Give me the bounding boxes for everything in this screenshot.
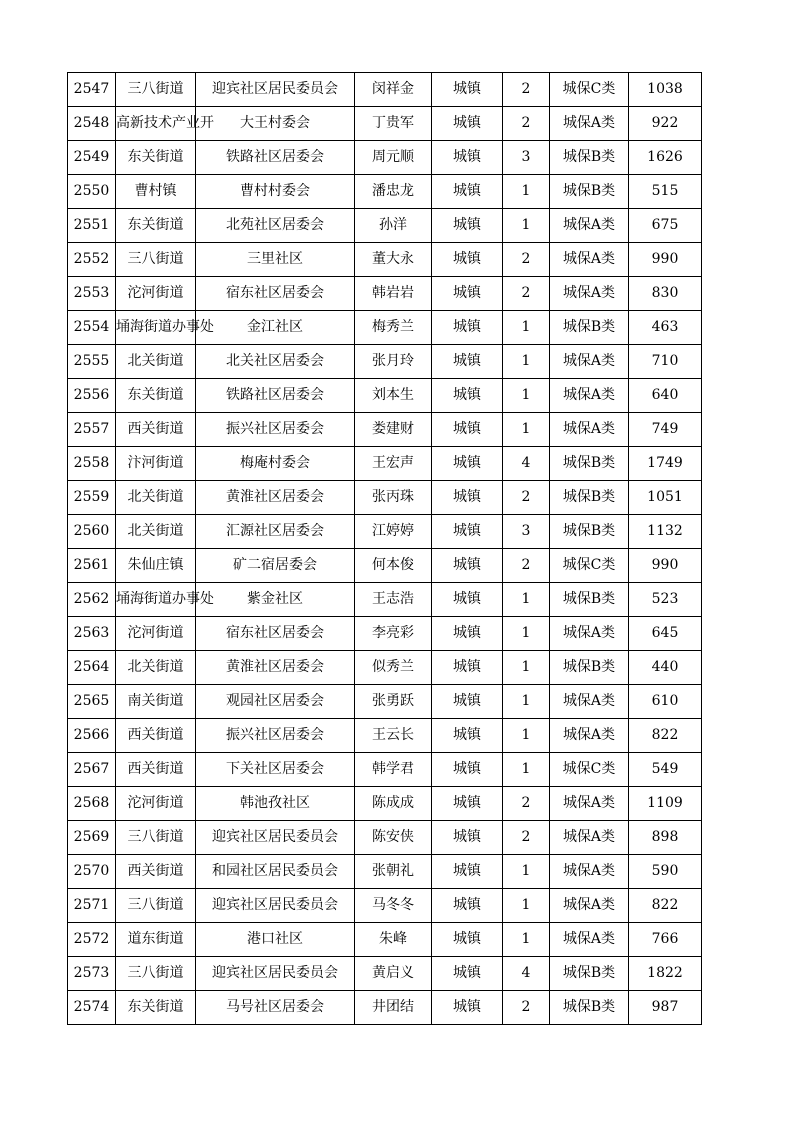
cell-community: 迎宾社区居民委员会 [196,73,355,107]
cell-category: 城保B类 [550,957,629,991]
cell-amount: 830 [629,277,702,311]
cell-category: 城保A类 [550,889,629,923]
cell-street: 西关街道 [116,753,196,787]
cell-street: 曹村镇 [116,175,196,209]
cell-community: 汇源社区居委会 [196,515,355,549]
cell-category: 城保A类 [550,719,629,753]
cell-street: 沱河街道 [116,787,196,821]
cell-amount: 1109 [629,787,702,821]
cell-community: 大王村委会 [196,107,355,141]
cell-person-count: 2 [503,107,550,141]
cell-person-count: 2 [503,787,550,821]
cell-category: 城保B类 [550,141,629,175]
cell-name: 韩学君 [355,753,432,787]
cell-person-count: 1 [503,889,550,923]
cell-person-count: 1 [503,855,550,889]
cell-category: 城保A类 [550,379,629,413]
cell-household-type: 城镇 [432,617,503,651]
cell-name: 梅秀兰 [355,311,432,345]
cell-person-count: 1 [503,175,550,209]
cell-name: 周元顺 [355,141,432,175]
table-row [68,243,702,277]
table-row [68,447,702,481]
table-row [68,787,702,821]
cell-number: 2558 [68,447,116,481]
cell-amount: 1051 [629,481,702,515]
cell-name: 孙洋 [355,209,432,243]
table-row [68,311,702,345]
table-row [68,753,702,787]
cell-amount: 645 [629,617,702,651]
cell-person-count: 1 [503,311,550,345]
cell-name: 闵祥金 [355,73,432,107]
cell-amount: 766 [629,923,702,957]
cell-person-count: 2 [503,991,550,1025]
cell-household-type: 城镇 [432,175,503,209]
table-row [68,481,702,515]
cell-amount: 640 [629,379,702,413]
cell-number: 2548 [68,107,116,141]
cell-community: 观园社区居委会 [196,685,355,719]
cell-amount: 675 [629,209,702,243]
cell-amount: 1822 [629,957,702,991]
cell-number: 2554 [68,311,116,345]
cell-person-count: 1 [503,345,550,379]
cell-household-type: 城镇 [432,243,503,277]
cell-street: 沱河街道 [116,617,196,651]
cell-community: 下关社区居委会 [196,753,355,787]
cell-number: 2551 [68,209,116,243]
table-row [68,923,702,957]
cell-number: 2562 [68,583,116,617]
table-row [68,651,702,685]
table-row [68,855,702,889]
cell-household-type: 城镇 [432,107,503,141]
cell-community: 金江社区 [196,311,355,345]
cell-name: 李亮彩 [355,617,432,651]
cell-number: 2547 [68,73,116,107]
cell-person-count: 1 [503,583,550,617]
cell-category: 城保A类 [550,277,629,311]
table-row [68,379,702,413]
cell-household-type: 城镇 [432,889,503,923]
cell-category: 城保B类 [550,651,629,685]
cell-category: 城保A类 [550,209,629,243]
cell-amount: 440 [629,651,702,685]
cell-amount: 922 [629,107,702,141]
cell-category: 城保C类 [550,753,629,787]
cell-amount: 1749 [629,447,702,481]
cell-amount: 590 [629,855,702,889]
cell-community: 迎宾社区居民委员会 [196,957,355,991]
cell-number: 2555 [68,345,116,379]
cell-category: 城保B类 [550,175,629,209]
cell-household-type: 城镇 [432,991,503,1025]
cell-category: 城保B类 [550,481,629,515]
cell-number: 2568 [68,787,116,821]
cell-street: 三八街道 [116,243,196,277]
cell-street: 西关街道 [116,855,196,889]
cell-person-count: 3 [503,141,550,175]
cell-number: 2552 [68,243,116,277]
cell-community: 铁路社区居委会 [196,379,355,413]
cell-community: 港口社区 [196,923,355,957]
cell-name: 刘本生 [355,379,432,413]
cell-street: 北关街道 [116,345,196,379]
cell-community: 黄淮社区居委会 [196,481,355,515]
cell-category: 城保A类 [550,923,629,957]
cell-person-count: 1 [503,685,550,719]
cell-community: 紫金社区 [196,583,355,617]
cell-amount: 822 [629,719,702,753]
cell-street: 埇海街道办事处 [116,583,196,617]
cell-community: 宿东社区居委会 [196,277,355,311]
cell-name: 张朝礼 [355,855,432,889]
table-row [68,991,702,1025]
cell-community: 梅庵村委会 [196,447,355,481]
cell-person-count: 1 [503,209,550,243]
cell-person-count: 1 [503,753,550,787]
cell-number: 2574 [68,991,116,1025]
cell-category: 城保A类 [550,821,629,855]
cell-number: 2564 [68,651,116,685]
cell-name: 张月玲 [355,345,432,379]
cell-name: 张勇跃 [355,685,432,719]
cell-number: 2570 [68,855,116,889]
cell-person-count: 1 [503,719,550,753]
cell-person-count: 1 [503,923,550,957]
cell-category: 城保A类 [550,107,629,141]
cell-amount: 1132 [629,515,702,549]
table-row [68,413,702,447]
cell-amount: 515 [629,175,702,209]
cell-street: 道东街道 [116,923,196,957]
cell-person-count: 2 [503,549,550,583]
cell-household-type: 城镇 [432,923,503,957]
cell-person-count: 2 [503,73,550,107]
cell-person-count: 2 [503,821,550,855]
cell-street: 北关街道 [116,651,196,685]
cell-category: 城保B类 [550,447,629,481]
cell-household-type: 城镇 [432,787,503,821]
cell-household-type: 城镇 [432,209,503,243]
cell-household-type: 城镇 [432,379,503,413]
cell-household-type: 城镇 [432,345,503,379]
cell-household-type: 城镇 [432,685,503,719]
cell-community: 马号社区居委会 [196,991,355,1025]
table-row [68,889,702,923]
cell-amount: 898 [629,821,702,855]
cell-household-type: 城镇 [432,753,503,787]
cell-amount: 990 [629,243,702,277]
cell-household-type: 城镇 [432,141,503,175]
cell-name: 陈成成 [355,787,432,821]
cell-number: 2549 [68,141,116,175]
cell-name: 王志浩 [355,583,432,617]
cell-person-count: 3 [503,515,550,549]
table-row [68,685,702,719]
cell-category: 城保A类 [550,413,629,447]
table-row [68,821,702,855]
cell-name: 张丙珠 [355,481,432,515]
cell-name: 似秀兰 [355,651,432,685]
cell-number: 2566 [68,719,116,753]
cell-amount: 549 [629,753,702,787]
cell-street: 东关街道 [116,379,196,413]
table-row [68,583,702,617]
cell-street: 汴河街道 [116,447,196,481]
cell-street: 三八街道 [116,957,196,991]
cell-household-type: 城镇 [432,855,503,889]
cell-community: 振兴社区居委会 [196,413,355,447]
cell-community: 三里社区 [196,243,355,277]
table-row [68,719,702,753]
cell-category: 城保B类 [550,583,629,617]
cell-name: 何本俊 [355,549,432,583]
cell-category: 城保A类 [550,243,629,277]
cell-community: 黄淮社区居委会 [196,651,355,685]
cell-person-count: 1 [503,413,550,447]
cell-community: 铁路社区居委会 [196,141,355,175]
cell-street: 朱仙庄镇 [116,549,196,583]
cell-number: 2556 [68,379,116,413]
cell-street: 东关街道 [116,209,196,243]
cell-category: 城保A类 [550,685,629,719]
cell-person-count: 2 [503,277,550,311]
cell-name: 王宏声 [355,447,432,481]
cell-name: 黄启义 [355,957,432,991]
records-table [67,72,702,1025]
cell-household-type: 城镇 [432,549,503,583]
cell-number: 2560 [68,515,116,549]
cell-street: 三八街道 [116,73,196,107]
cell-number: 2563 [68,617,116,651]
table-row [68,107,702,141]
cell-number: 2565 [68,685,116,719]
cell-amount: 610 [629,685,702,719]
cell-household-type: 城镇 [432,515,503,549]
cell-community: 曹村村委会 [196,175,355,209]
cell-household-type: 城镇 [432,413,503,447]
cell-community: 振兴社区居委会 [196,719,355,753]
cell-category: 城保B类 [550,311,629,345]
cell-name: 井团结 [355,991,432,1025]
cell-person-count: 1 [503,617,550,651]
cell-number: 2550 [68,175,116,209]
cell-street: 三八街道 [116,889,196,923]
cell-name: 王云长 [355,719,432,753]
cell-person-count: 1 [503,379,550,413]
cell-person-count: 4 [503,447,550,481]
cell-household-type: 城镇 [432,311,503,345]
cell-amount: 710 [629,345,702,379]
cell-number: 2569 [68,821,116,855]
cell-person-count: 1 [503,651,550,685]
cell-street: 南关街道 [116,685,196,719]
table-row [68,175,702,209]
cell-street: 东关街道 [116,991,196,1025]
cell-name: 江婷婷 [355,515,432,549]
cell-number: 2561 [68,549,116,583]
cell-community: 迎宾社区居民委员会 [196,821,355,855]
cell-street: 高新技术产业开 [116,107,196,141]
cell-name: 朱峰 [355,923,432,957]
table-row [68,345,702,379]
table-row [68,957,702,991]
cell-street: 埇海街道办事处 [116,311,196,345]
cell-household-type: 城镇 [432,481,503,515]
cell-person-count: 4 [503,957,550,991]
cell-amount: 1038 [629,73,702,107]
cell-street: 三八街道 [116,821,196,855]
cell-number: 2571 [68,889,116,923]
cell-community: 宿东社区居委会 [196,617,355,651]
cell-category: 城保C类 [550,549,629,583]
cell-name: 马冬冬 [355,889,432,923]
cell-category: 城保A类 [550,855,629,889]
cell-number: 2567 [68,753,116,787]
cell-person-count: 2 [503,243,550,277]
cell-category: 城保C类 [550,73,629,107]
cell-number: 2557 [68,413,116,447]
table-row [68,549,702,583]
cell-category: 城保B类 [550,515,629,549]
cell-number: 2572 [68,923,116,957]
cell-household-type: 城镇 [432,73,503,107]
cell-category: 城保A类 [550,787,629,821]
cell-name: 韩岩岩 [355,277,432,311]
cell-name: 董大永 [355,243,432,277]
table-row [68,209,702,243]
cell-number: 2553 [68,277,116,311]
cell-household-type: 城镇 [432,821,503,855]
cell-household-type: 城镇 [432,957,503,991]
cell-amount: 463 [629,311,702,345]
cell-community: 迎宾社区居民委员会 [196,889,355,923]
cell-street: 西关街道 [116,413,196,447]
table-row [68,141,702,175]
cell-household-type: 城镇 [432,583,503,617]
table-row [68,277,702,311]
records-table-body [68,73,702,1025]
cell-amount: 523 [629,583,702,617]
cell-name: 潘忠龙 [355,175,432,209]
cell-number: 2559 [68,481,116,515]
cell-household-type: 城镇 [432,651,503,685]
cell-community: 韩池孜社区 [196,787,355,821]
cell-street: 沱河街道 [116,277,196,311]
table-row [68,73,702,107]
cell-amount: 749 [629,413,702,447]
cell-community: 矿二宿居委会 [196,549,355,583]
cell-household-type: 城镇 [432,447,503,481]
table-row [68,515,702,549]
cell-street: 北关街道 [116,515,196,549]
cell-household-type: 城镇 [432,277,503,311]
cell-person-count: 2 [503,481,550,515]
cell-amount: 987 [629,991,702,1025]
cell-name: 陈安侠 [355,821,432,855]
table-row [68,617,702,651]
cell-category: 城保B类 [550,991,629,1025]
cell-category: 城保A类 [550,617,629,651]
cell-household-type: 城镇 [432,719,503,753]
cell-street: 西关街道 [116,719,196,753]
cell-community: 和园社区居民委员会 [196,855,355,889]
cell-amount: 990 [629,549,702,583]
cell-category: 城保A类 [550,345,629,379]
cell-street: 北关街道 [116,481,196,515]
cell-street: 东关街道 [116,141,196,175]
cell-amount: 822 [629,889,702,923]
cell-community: 北关社区居委会 [196,345,355,379]
cell-number: 2573 [68,957,116,991]
cell-name: 娄建财 [355,413,432,447]
cell-community: 北苑社区居委会 [196,209,355,243]
cell-amount: 1626 [629,141,702,175]
cell-name: 丁贵军 [355,107,432,141]
